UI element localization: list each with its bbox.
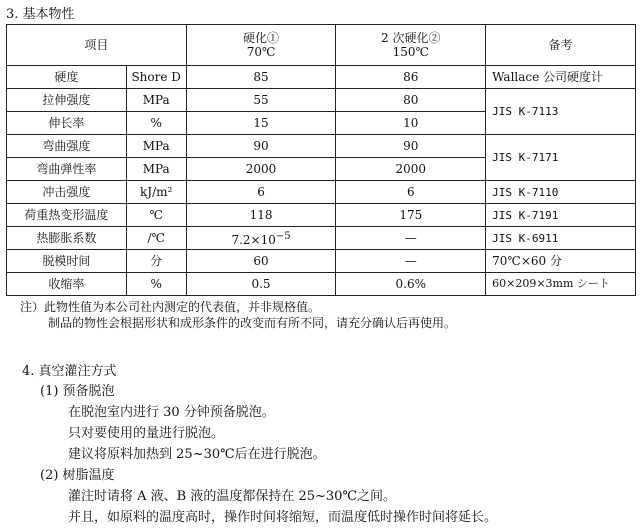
row-value-1: 6: [186, 181, 336, 204]
header-cure-2: [336, 25, 486, 66]
row-value-2: 2000: [336, 158, 486, 181]
row-remark: 60×209×3mm シート: [486, 273, 636, 296]
row-value-2: 80: [336, 89, 486, 112]
row-unit: MPa: [126, 158, 186, 181]
row-name: 荷重热变形温度: [7, 204, 127, 227]
note-line-2: 制品的物性会根据形状和成形条件的改变而有所不同，请充分确认后再使用。: [48, 316, 457, 330]
row-value-2: —: [336, 227, 486, 250]
row-unit: ℃: [126, 204, 186, 227]
row-name: 伸长率: [7, 112, 127, 135]
remark-text: JIS K-7113: [492, 105, 559, 118]
row-remark: 70℃×60 分: [486, 250, 636, 273]
table-row: [7, 227, 636, 250]
row-unit: %: [126, 112, 186, 135]
table-notes: [20, 299, 456, 331]
row-value-1: [186, 227, 336, 250]
physical-properties-table: [6, 24, 636, 296]
table-row: [7, 135, 636, 158]
row-name: 拉伸强度: [7, 89, 127, 112]
row-unit: 分: [126, 250, 186, 273]
header-cure-2-temp: 150℃: [392, 45, 429, 59]
row-unit: Shore D: [126, 66, 186, 89]
header-cure-2-name: 2 次硬化②: [381, 31, 441, 45]
row-name: 冲击强度: [7, 181, 127, 204]
remark-text: JIS K-7171: [492, 151, 559, 164]
note-line-1: 注）此物性值为本公司社内测定的代表值，并非规格值。: [20, 300, 321, 314]
remark-text: JIS K-7191: [492, 208, 559, 222]
table-row: [7, 89, 636, 112]
row-name: 脱模时间: [7, 250, 127, 273]
header-cure-1: [186, 25, 336, 66]
row-remark: [486, 204, 636, 227]
row-unit: kJ/m²: [126, 181, 186, 204]
value-mantissa: 7.2×10: [231, 232, 276, 247]
table-row: [7, 204, 636, 227]
table-header-row: [7, 25, 636, 66]
row-value-1: 55: [186, 89, 336, 112]
header-cure-1-temp: 70℃: [246, 45, 276, 59]
row-value-2: 0.6%: [336, 273, 486, 296]
row-remark: [486, 135, 636, 181]
subsection-1-line: 只对要使用的量进行脱泡。: [68, 426, 225, 441]
section-4-title: 4. 真空灌注方式: [22, 364, 117, 379]
row-value-2: —: [336, 250, 486, 273]
row-value-1: 15: [186, 112, 336, 135]
remark-text: JIS K-7110: [492, 185, 559, 199]
subsection-1-line: 在脱泡室内进行 30 分钟预备脱泡。: [68, 405, 275, 420]
row-value-1: 118: [186, 204, 336, 227]
row-value-1: 0.5: [186, 273, 336, 296]
row-name: 硬度: [7, 66, 127, 89]
row-name: 弯曲强度: [7, 135, 127, 158]
row-value-1: 85: [186, 66, 336, 89]
subsection-1-title: (1) 预备脱泡: [40, 384, 115, 399]
header-remark: 备考: [486, 25, 636, 66]
remark-text: JIS K-6911: [492, 231, 559, 245]
row-remark: [486, 227, 636, 250]
subsection-2-line: 灌注时请将 A 液、B 液的温度都保持在 25~30℃之间。: [68, 489, 396, 504]
section-3-title: 3. 基本物性: [6, 7, 75, 22]
table-row: [7, 273, 636, 296]
row-remark: Wallace 公司硬度计: [486, 66, 636, 89]
row-remark: [486, 181, 636, 204]
table-row: [7, 250, 636, 273]
row-value-2: 6: [336, 181, 486, 204]
row-value-2: 86: [336, 66, 486, 89]
table-row: [7, 66, 636, 89]
row-remark: [486, 89, 636, 135]
row-unit: MPa: [126, 89, 186, 112]
row-value-1: 60: [186, 250, 336, 273]
row-value-2: 90: [336, 135, 486, 158]
row-unit: %: [126, 273, 186, 296]
row-value-2: 10: [336, 112, 486, 135]
table-row: [7, 181, 636, 204]
row-unit: /℃: [126, 227, 186, 250]
header-cure-1-name: 硬化①: [243, 31, 280, 45]
row-name: 弯曲弹性率: [7, 158, 127, 181]
row-value-1: 2000: [186, 158, 336, 181]
row-unit: MPa: [126, 135, 186, 158]
value-exponent: −5: [275, 230, 291, 242]
row-value-2: 175: [336, 204, 486, 227]
subsection-2-title: (2) 树脂温度: [40, 468, 115, 483]
row-name: 热膨胀系数: [7, 227, 127, 250]
header-item: 项目: [7, 25, 187, 66]
subsection-1-line: 建议将原料加热到 25~30℃后在进行脱泡。: [68, 447, 326, 462]
row-value-1: 90: [186, 135, 336, 158]
row-name: 收缩率: [7, 273, 127, 296]
subsection-2-line: 并且，如原料的温度高时，操作时间将缩短，而温度低时操作时间将延长。: [68, 510, 498, 525]
